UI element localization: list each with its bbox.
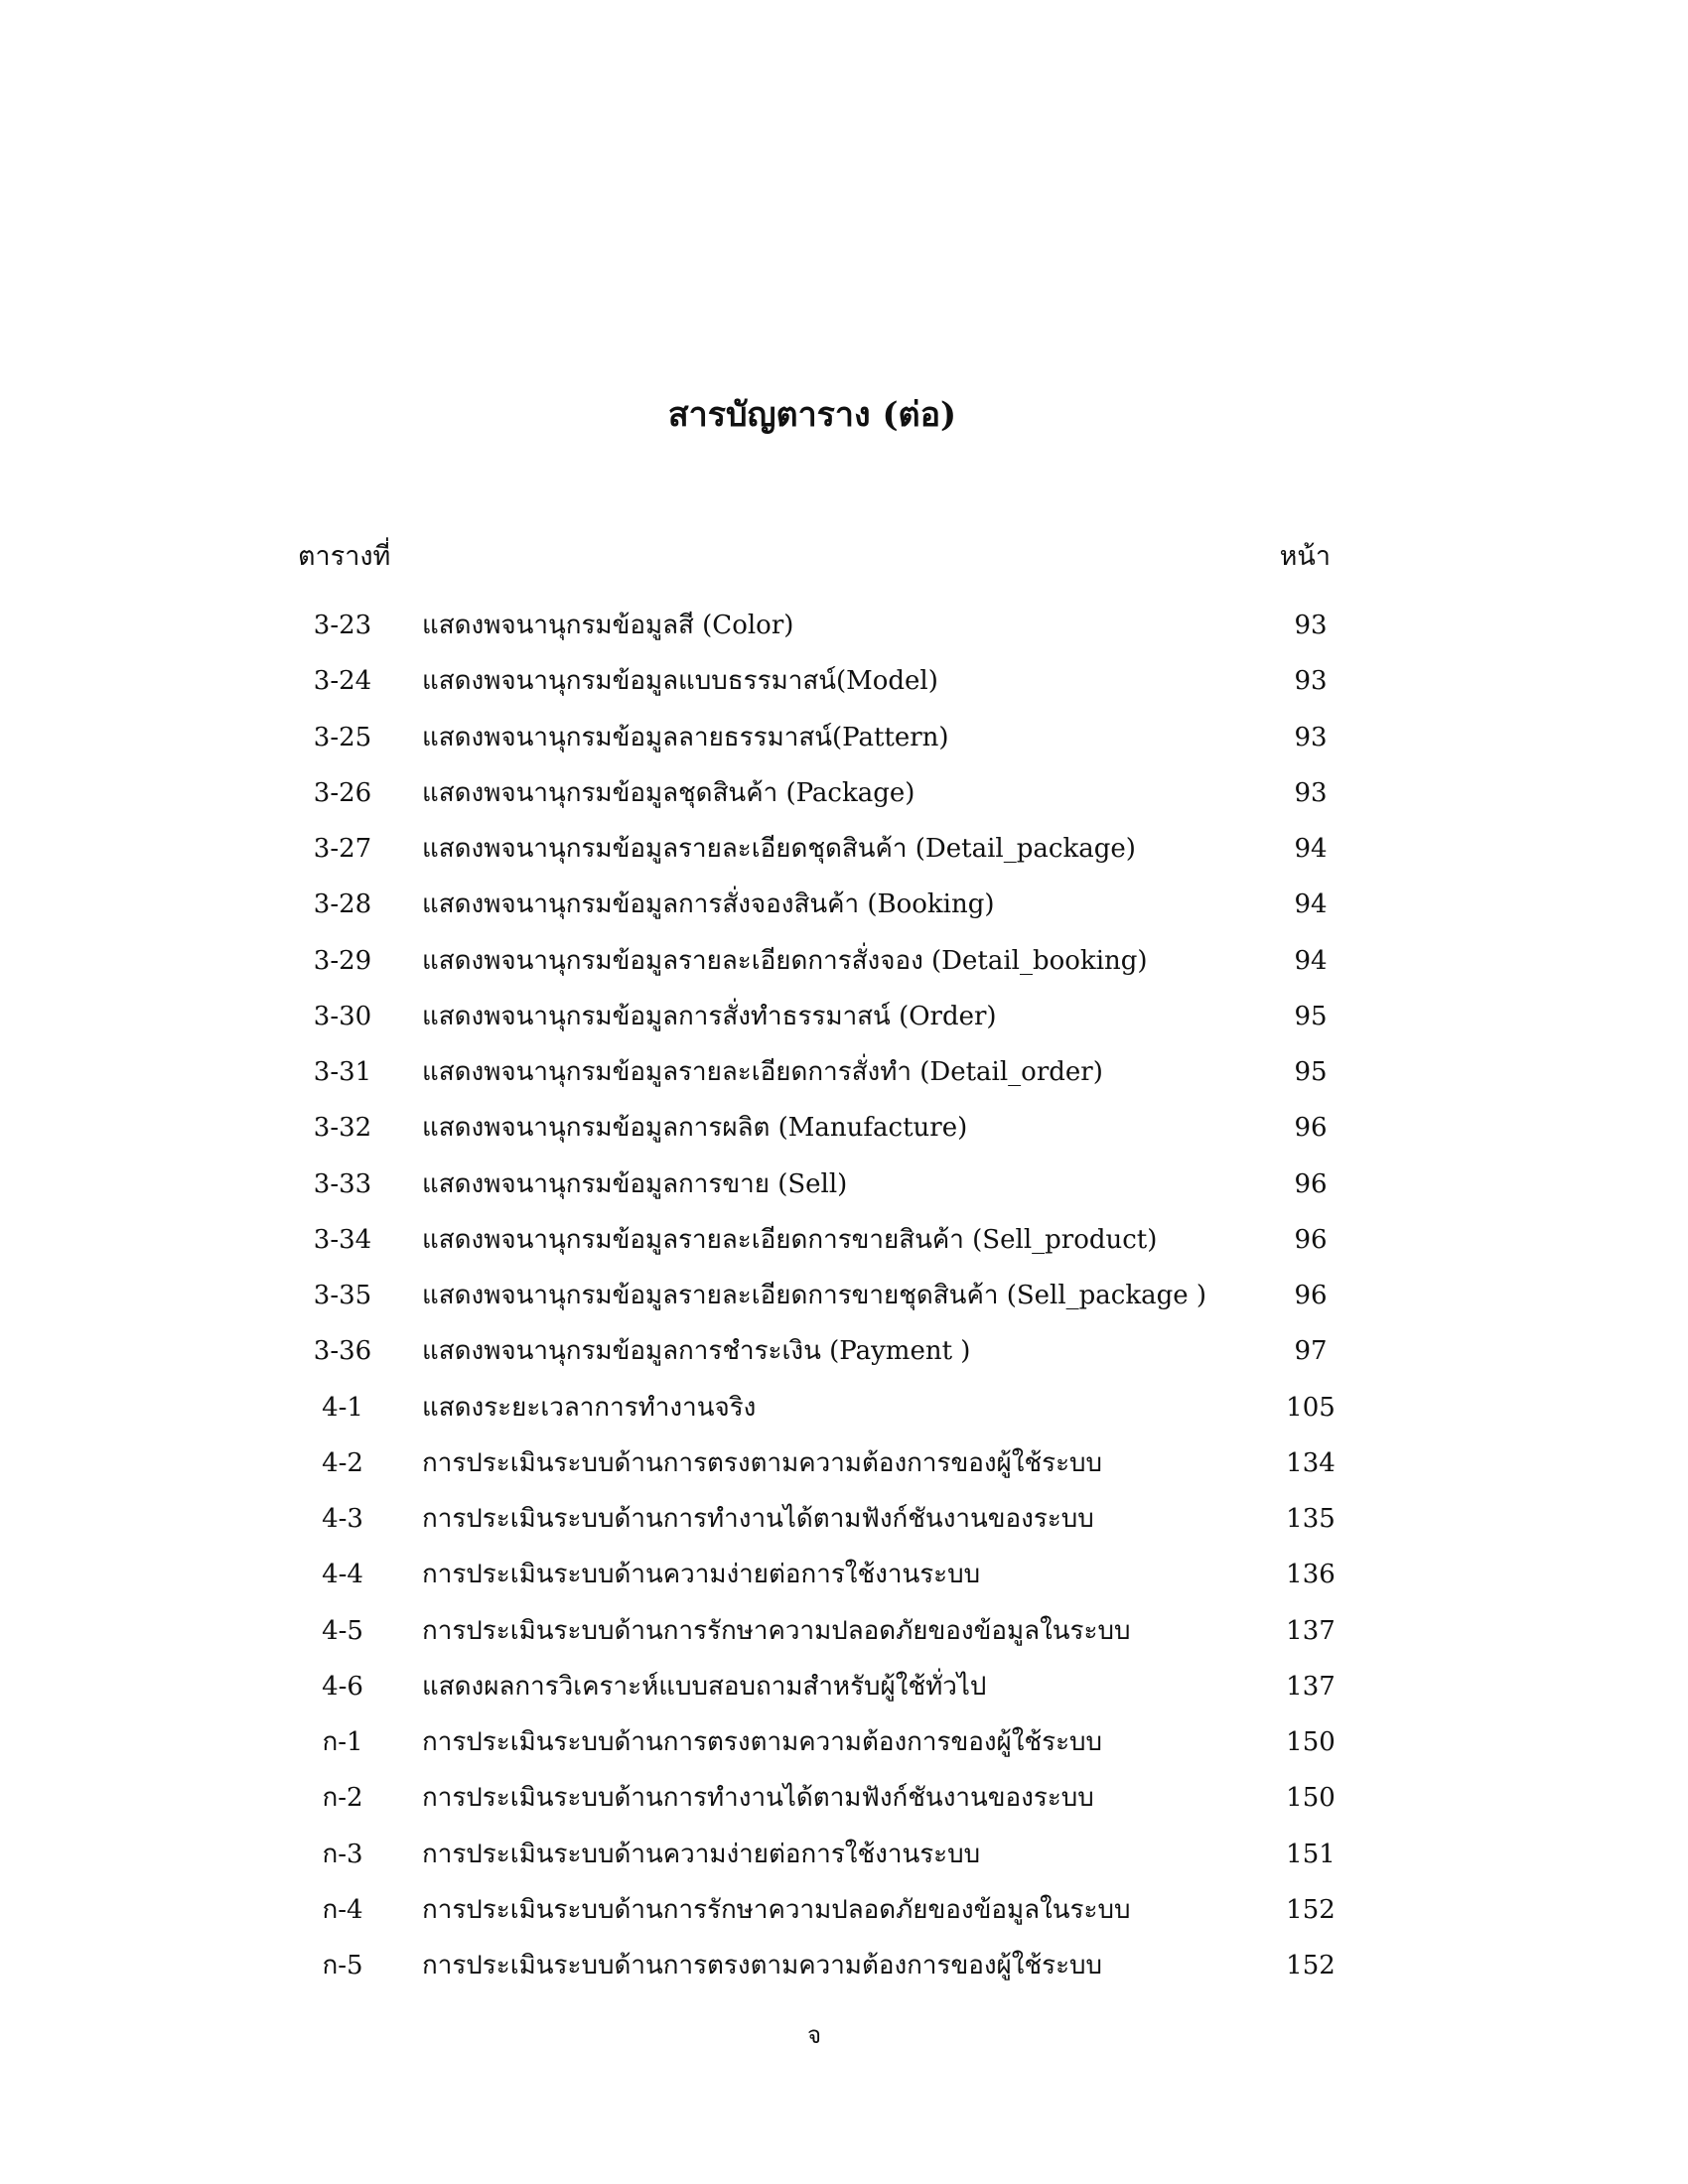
list-item <box>0 1611 1688 1667</box>
table-description: การประเมินระบบด้านการทำงานได้ตามฟังก์ชันงานของระบบ <box>422 1783 1094 1814</box>
table-number: 4-1 <box>322 1392 363 1423</box>
table-number: 3-23 <box>313 611 372 640</box>
table-number: 3-31 <box>313 1057 372 1087</box>
list-item <box>0 1443 1688 1499</box>
list-item <box>0 1108 1688 1163</box>
list-item <box>0 1276 1688 1331</box>
table-description: แสดงพจนานุกรมข้อมูลรายละเอียดการขายชุดสินค้า (Sell_package ) <box>422 1281 1207 1310</box>
table-number: 4-2 <box>322 1447 363 1478</box>
table-number: 3-35 <box>313 1281 372 1310</box>
page-ref: 151 <box>1286 1839 1336 1869</box>
table-number: 3-36 <box>313 1336 372 1367</box>
table-header <box>0 534 1688 574</box>
table-number: ก-1 <box>322 1727 363 1757</box>
table-description: แสดงพจนานุกรมข้อมูลรายละเอียดการขายสินค้า (Sell_product) <box>422 1224 1158 1255</box>
page-ref: 94 <box>1294 834 1328 864</box>
table-description: แสดงพจนานุกรมข้อมูลการสั่งจองสินค้า (Booking) <box>422 889 995 920</box>
page-ref: 105 <box>1286 1392 1336 1423</box>
page-ref: 150 <box>1286 1783 1336 1814</box>
header-table-number: ตารางที่ <box>298 541 391 572</box>
list-item <box>0 885 1688 940</box>
list-item <box>0 1555 1688 1610</box>
table-description: แสดงพจนานุกรมข้อมูลชุดสินค้า (Package) <box>422 777 915 808</box>
table-number: ก-2 <box>322 1783 363 1814</box>
table-description: แสดงพจนานุกรมข้อมูลรายละเอียดการสั่งทำ (Detail_order) <box>422 1057 1103 1087</box>
table-number: 3-25 <box>313 722 372 752</box>
table-number: 3-32 <box>313 1113 372 1144</box>
list-item <box>0 1220 1688 1276</box>
table-number: ก-4 <box>322 1894 363 1925</box>
list-item <box>0 1331 1688 1387</box>
list-item <box>0 1722 1688 1778</box>
list-item <box>0 1946 1688 2001</box>
list-item <box>0 1052 1688 1108</box>
table-description: การประเมินระบบด้านความง่ายต่อการใช้งานระบบ <box>422 1839 981 1869</box>
table-description: การประเมินระบบด้านการตรงตามความต้องการของผู้ใช้ระบบ <box>422 1951 1103 1980</box>
table-description: แสดงระยะเวลาการทำงานจริง <box>422 1392 757 1423</box>
table-description: แสดงพจนานุกรมข้อมูลการชำระเงิน (Payment ) <box>422 1336 971 1367</box>
table-description: การประเมินระบบด้านการรักษาความปลอดภัยของข้อมูลในระบบ <box>422 1894 1131 1925</box>
page-ref: 93 <box>1294 611 1328 640</box>
list-item <box>0 1667 1688 1722</box>
table-number: 3-24 <box>313 666 372 697</box>
table-number: 4-4 <box>322 1560 363 1590</box>
table-description: การประเมินระบบด้านการทำงานได้ตามฟังก์ชันงานของระบบ <box>422 1504 1094 1534</box>
list-item <box>0 829 1688 885</box>
list-item <box>0 997 1688 1052</box>
table-description: แสดงพจนานุกรมข้อมูลแบบธรรมาสน์(Model) <box>422 666 938 697</box>
table-number: ก-3 <box>322 1839 363 1869</box>
list-item <box>0 1778 1688 1834</box>
table-description: การประเมินระบบด้านการรักษาความปลอดภัยของข้อมูลในระบบ <box>422 1615 1131 1646</box>
page-ref: 94 <box>1294 945 1328 976</box>
table-of-tables-list <box>0 606 1688 2001</box>
list-item <box>0 773 1688 829</box>
table-number: 4-3 <box>322 1504 363 1534</box>
page-ref: 96 <box>1294 1224 1328 1255</box>
table-description: แสดงพจนานุกรมข้อมูลรายละเอียดการสั่งจอง (Detail_booking) <box>422 945 1148 976</box>
table-number: 4-6 <box>322 1671 363 1702</box>
page-ref: 152 <box>1286 1951 1336 1980</box>
table-description: แสดงพจนานุกรมข้อมูลรายละเอียดชุดสินค้า (Detail_package) <box>422 834 1136 864</box>
table-number: 3-28 <box>313 889 372 920</box>
list-item <box>0 1388 1688 1443</box>
table-description: การประเมินระบบด้านการตรงตามความต้องการของผู้ใช้ระบบ <box>422 1727 1103 1757</box>
page-ref: 96 <box>1294 1113 1328 1144</box>
table-number: 3-34 <box>313 1224 372 1255</box>
table-description: แสดงพจนานุกรมข้อมูลสี (Color) <box>422 611 794 640</box>
table-number: ก-5 <box>322 1951 363 1980</box>
page-number: จ <box>806 2021 822 2049</box>
table-number: 3-30 <box>313 1001 372 1031</box>
table-description: การประเมินระบบด้านความง่ายต่อการใช้งานระบบ <box>422 1560 981 1590</box>
header-page: หน้า <box>1279 541 1331 572</box>
list-item <box>0 941 1688 997</box>
page-ref: 93 <box>1294 722 1328 752</box>
page-title: สารบัญตาราง (ต่อ) <box>667 395 957 435</box>
table-description: การประเมินระบบด้านการตรงตามความต้องการของผู้ใช้ระบบ <box>422 1447 1103 1478</box>
page-ref: 152 <box>1286 1894 1336 1925</box>
page-ref: 137 <box>1286 1671 1336 1702</box>
table-description: แสดงพจนานุกรมข้อมูลการขาย (Sell) <box>422 1168 848 1199</box>
table-description: แสดงพจนานุกรมข้อมูลลายธรรมาสน์(Pattern) <box>422 722 949 752</box>
page-ref: 137 <box>1286 1615 1336 1646</box>
page-ref: 93 <box>1294 777 1328 808</box>
page-ref: 95 <box>1294 1001 1328 1031</box>
list-item <box>0 1164 1688 1220</box>
page-ref: 95 <box>1294 1057 1328 1087</box>
table-number: 3-27 <box>313 834 372 864</box>
table-number: 3-26 <box>313 777 372 808</box>
page-ref: 96 <box>1294 1168 1328 1199</box>
page-ref: 134 <box>1286 1447 1336 1478</box>
table-number: 4-5 <box>322 1615 363 1646</box>
page-ref: 96 <box>1294 1281 1328 1310</box>
page-ref: 93 <box>1294 666 1328 697</box>
page-ref: 136 <box>1286 1560 1336 1590</box>
list-item <box>0 1499 1688 1555</box>
list-item <box>0 606 1688 661</box>
page-ref: 150 <box>1286 1727 1336 1757</box>
list-item <box>0 1890 1688 1946</box>
table-description: แสดงพจนานุกรมข้อมูลการผลิต (Manufacture) <box>422 1113 968 1144</box>
list-item <box>0 718 1688 773</box>
table-number: 3-33 <box>313 1168 372 1199</box>
table-description: แสดงผลการวิเคราะห์แบบสอบถามสำหรับผู้ใช้ทั่วไป <box>422 1671 987 1702</box>
page-ref: 94 <box>1294 889 1328 920</box>
table-number: 3-29 <box>313 945 372 976</box>
page-ref: 97 <box>1294 1336 1328 1367</box>
page-ref: 135 <box>1286 1504 1336 1534</box>
table-description: แสดงพจนานุกรมข้อมูลการสั่งทำธรรมาสน์ (Order) <box>422 1001 997 1031</box>
list-item <box>0 1835 1688 1890</box>
list-item <box>0 661 1688 717</box>
